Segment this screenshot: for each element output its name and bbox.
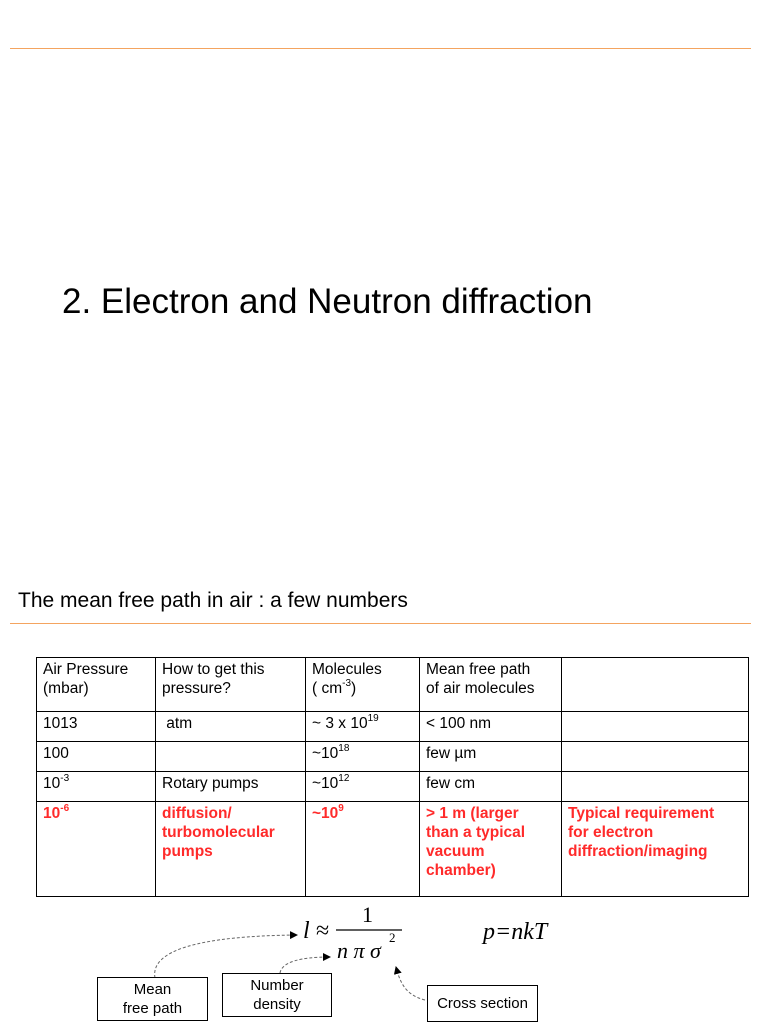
- cell-mean-free-path: few cm: [420, 772, 562, 802]
- cell-pressure: $10^{-3}$: [37, 772, 156, 802]
- cell-note: [562, 712, 749, 742]
- cell-pressure: 1013: [37, 712, 156, 742]
- label-mean-free-path: Mean free path: [97, 977, 208, 1021]
- section-heading: The mean free path in air : a few numbers: [18, 589, 408, 612]
- header-how-to-get: How to get this pressure?: [156, 658, 306, 712]
- cell-molecules: $\sim 10^9$: [306, 802, 420, 897]
- table-row: [37, 742, 749, 772]
- table-row: [37, 772, 749, 802]
- table-row-highlight: [37, 802, 749, 897]
- cell-pressure: 100: [37, 742, 156, 772]
- cell-how: [156, 742, 306, 772]
- cell-how: atm: [156, 712, 306, 742]
- header-molecules: Molecules ( $cm^{-3}$): [306, 658, 420, 712]
- top-rule: [10, 48, 751, 49]
- header-air-pressure: Air Pressure (mbar): [37, 658, 156, 712]
- arrow-number-density: [280, 957, 330, 973]
- cell-how: diffusion/ turbomolecular pumps: [156, 802, 306, 897]
- cell-pressure: $10^{-6}$: [37, 802, 156, 897]
- section-rule: [10, 623, 751, 624]
- cell-note: [562, 772, 749, 802]
- cell-note: Typical requirement for electron diffraction/imaging: [562, 802, 749, 897]
- label-number-density: Number density: [222, 973, 332, 1017]
- table-header-row: [37, 658, 749, 712]
- arrow-cross-section: [396, 967, 425, 1000]
- slide-title: 2. Electron and Neutron diffraction: [62, 282, 593, 321]
- cell-how: Rotary pumps: [156, 772, 306, 802]
- cell-mean-free-path: > 1 m (larger than a typical vacuum chamber): [420, 802, 562, 897]
- mean-free-path-table: [36, 657, 749, 897]
- formula-lhs: l: [303, 918, 310, 944]
- arrow-mean-free-path: [155, 935, 297, 978]
- formula-denominator: n π σ: [337, 938, 381, 963]
- cell-molecules: ~ 3 x $10^{19}$: [306, 712, 420, 742]
- formula-approx: ≈: [316, 918, 330, 944]
- header-mean-free-path: Mean free path of air molecules: [420, 658, 562, 712]
- header-note: [562, 658, 749, 712]
- formula-ideal-gas: p=nkT: [483, 919, 548, 945]
- cell-mean-free-path: few µm: [420, 742, 562, 772]
- cell-molecules: $\sim 10^{12}$: [306, 772, 420, 802]
- cell-molecules: $\sim 10^{18}$: [306, 742, 420, 772]
- formula-numerator: 1: [362, 902, 373, 927]
- formula-denominator-sup: 2: [389, 930, 396, 945]
- cell-mean-free-path: < 100 nm: [420, 712, 562, 742]
- cell-note: [562, 742, 749, 772]
- table-row: [37, 712, 749, 742]
- label-cross-section: Cross section: [427, 985, 538, 1022]
